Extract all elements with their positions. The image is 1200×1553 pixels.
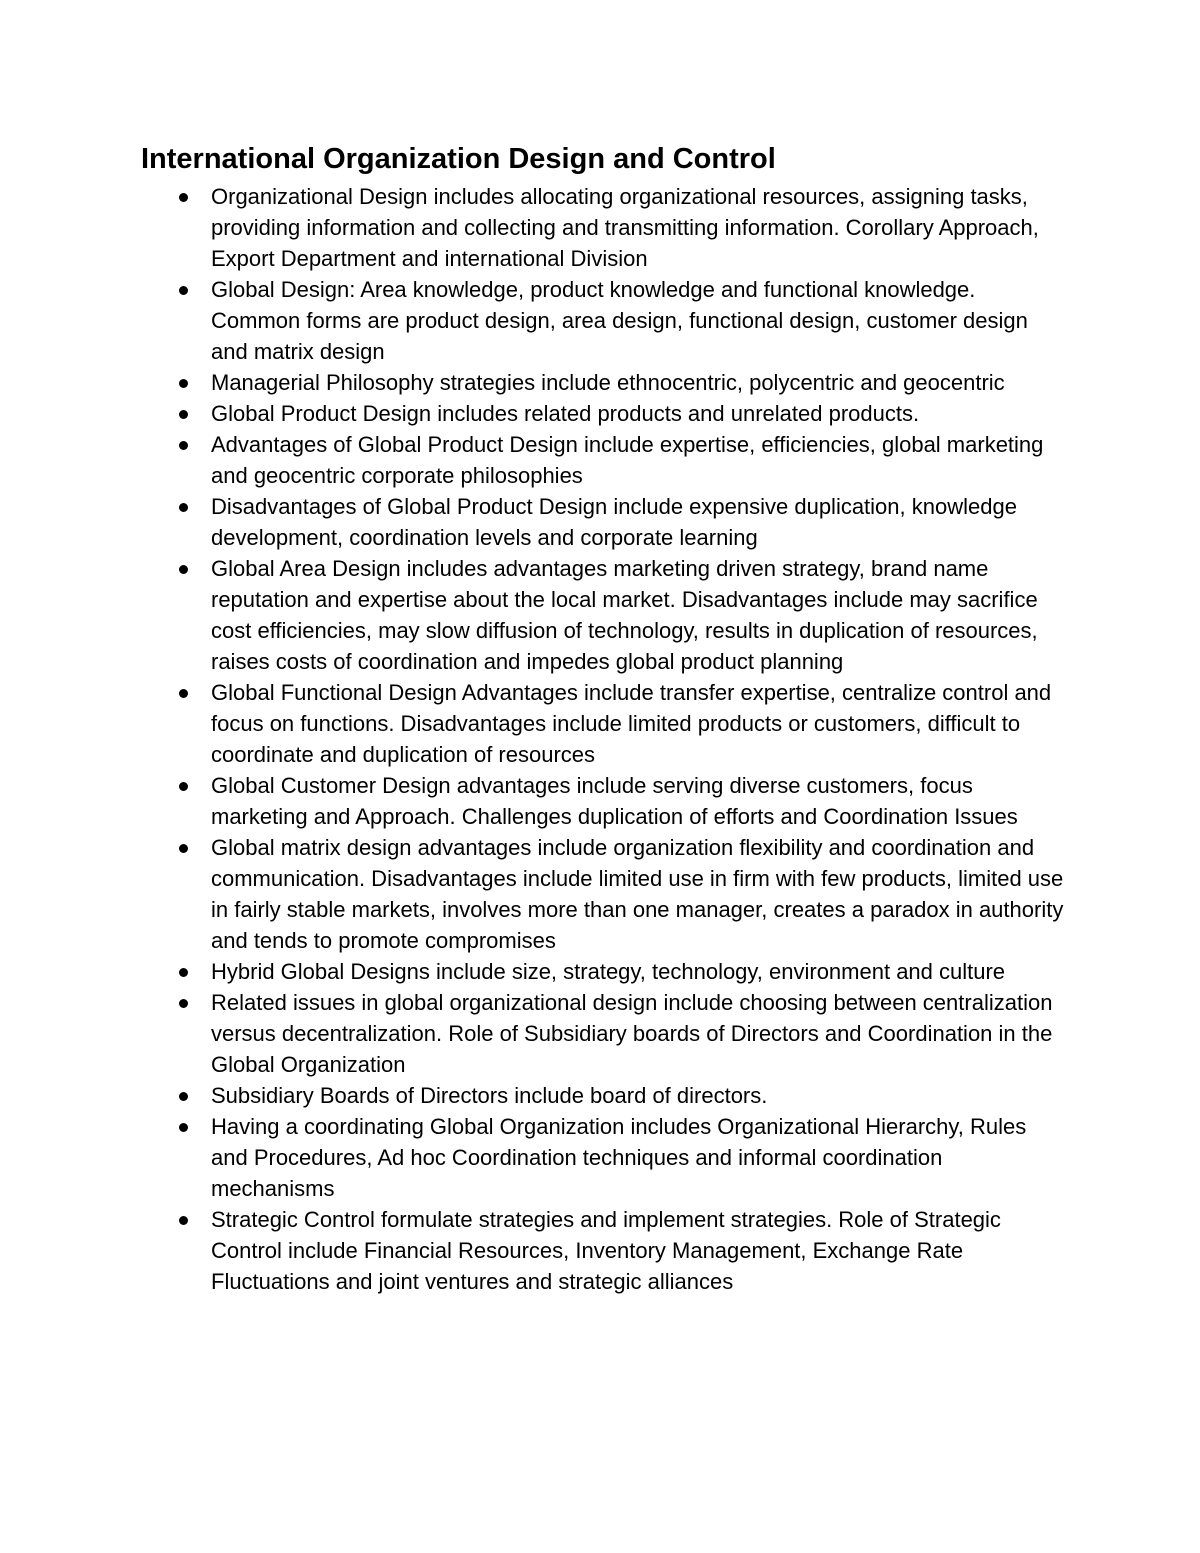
bullet-icon (179, 968, 188, 977)
bullet-icon (179, 999, 188, 1008)
bullet-icon (179, 441, 188, 450)
list-item-text: Global Product Design includes related products and unrelated products. (211, 401, 920, 426)
page-title: International Organization Design and Control (141, 143, 776, 175)
list-item (0, 1204, 1066, 1297)
bullet-icon (179, 1123, 188, 1132)
list-item-text: Global Design: Area knowledge, product knowledge and functional knowledge. Common forms are product design, area design, functional design, customer design and matrix design (211, 277, 1028, 364)
list-item-text: Subsidiary Boards of Directors include board of directors. (211, 1083, 768, 1108)
list-item (0, 1080, 1066, 1111)
bullet-icon (179, 565, 188, 574)
list-item-text: Managerial Philosophy strategies include ethnocentric, polycentric and geocentric (211, 370, 1005, 395)
bullet-icon (179, 410, 188, 419)
list-item (0, 956, 1066, 987)
list-item-text: Global matrix design advantages include organization flexibility and coordination and communication. Disadvantages include limited use in firm with few products, limited use in fairly stable markets, involves more than one manager, creates a paradox in authority and tends to promote compromises (211, 835, 1064, 953)
bullet-icon (179, 193, 188, 202)
list-item (0, 770, 1066, 832)
bullet-icon (179, 503, 188, 512)
list-item (0, 429, 1066, 491)
list-item-text: Organizational Design includes allocating organizational resources, assigning tasks, providing information and collecting and transmitting information. Corollary Approach, Export Department and international Division (211, 184, 1039, 271)
list-item (0, 1111, 1066, 1204)
list-item-text: Global Area Design includes advantages marketing driven strategy, brand name reputation and expertise about the local market. Disadvantages include may sacrifice cost efficiencies, may slow diffusion of technology, results in duplication of resources, raises costs of coordination and impedes global product planning (211, 556, 1038, 674)
bullet-icon (179, 1216, 188, 1225)
list-item-text: Having a coordinating Global Organization includes Organizational Hierarchy, Rules and Procedures, Ad hoc Coordination techniques and informal coordination mechanisms (211, 1114, 1027, 1201)
list-item (0, 553, 1066, 677)
list-item (0, 832, 1066, 956)
bullet-icon (179, 286, 188, 295)
list-item (0, 677, 1066, 770)
list-item (0, 274, 1066, 367)
list-item-text: Strategic Control formulate strategies and implement strategies. Role of Strategic Control include Financial Resources, Inventory Management, Exchange Rate Fluctuations and joint ventures and strategic alliances (211, 1207, 1001, 1294)
bullet-icon (179, 689, 188, 698)
bullet-icon (179, 1092, 188, 1101)
bullet-list (0, 181, 1200, 1297)
list-item-text: Related issues in global organizational design include choosing between centralization versus decentralization. Role of Subsidiary boards of Directors and Coordination in the Global Organization (211, 990, 1053, 1077)
list-item (0, 181, 1066, 274)
list-item (0, 367, 1066, 398)
bullet-icon (179, 782, 188, 791)
bullet-icon (179, 844, 188, 853)
bullet-icon (179, 379, 188, 388)
list-item (0, 987, 1066, 1080)
list-item-text: Disadvantages of Global Product Design include expensive duplication, knowledge development, coordination levels and corporate learning (211, 494, 1017, 550)
list-item-text: Global Customer Design advantages include serving diverse customers, focus marketing and Approach. Challenges duplication of efforts and Coordination Issues (211, 773, 1018, 829)
list-item (0, 491, 1066, 553)
list-item-text: Hybrid Global Designs include size, strategy, technology, environment and culture (211, 959, 1006, 984)
list-item (0, 398, 1066, 429)
list-item-text: Global Functional Design Advantages include transfer expertise, centralize control and focus on functions. Disadvantages include limited products or customers, difficult to coordinate and duplication of resources (211, 680, 1052, 767)
list-item-text: Advantages of Global Product Design include expertise, efficiencies, global marketing and geocentric corporate philosophies (211, 432, 1044, 488)
